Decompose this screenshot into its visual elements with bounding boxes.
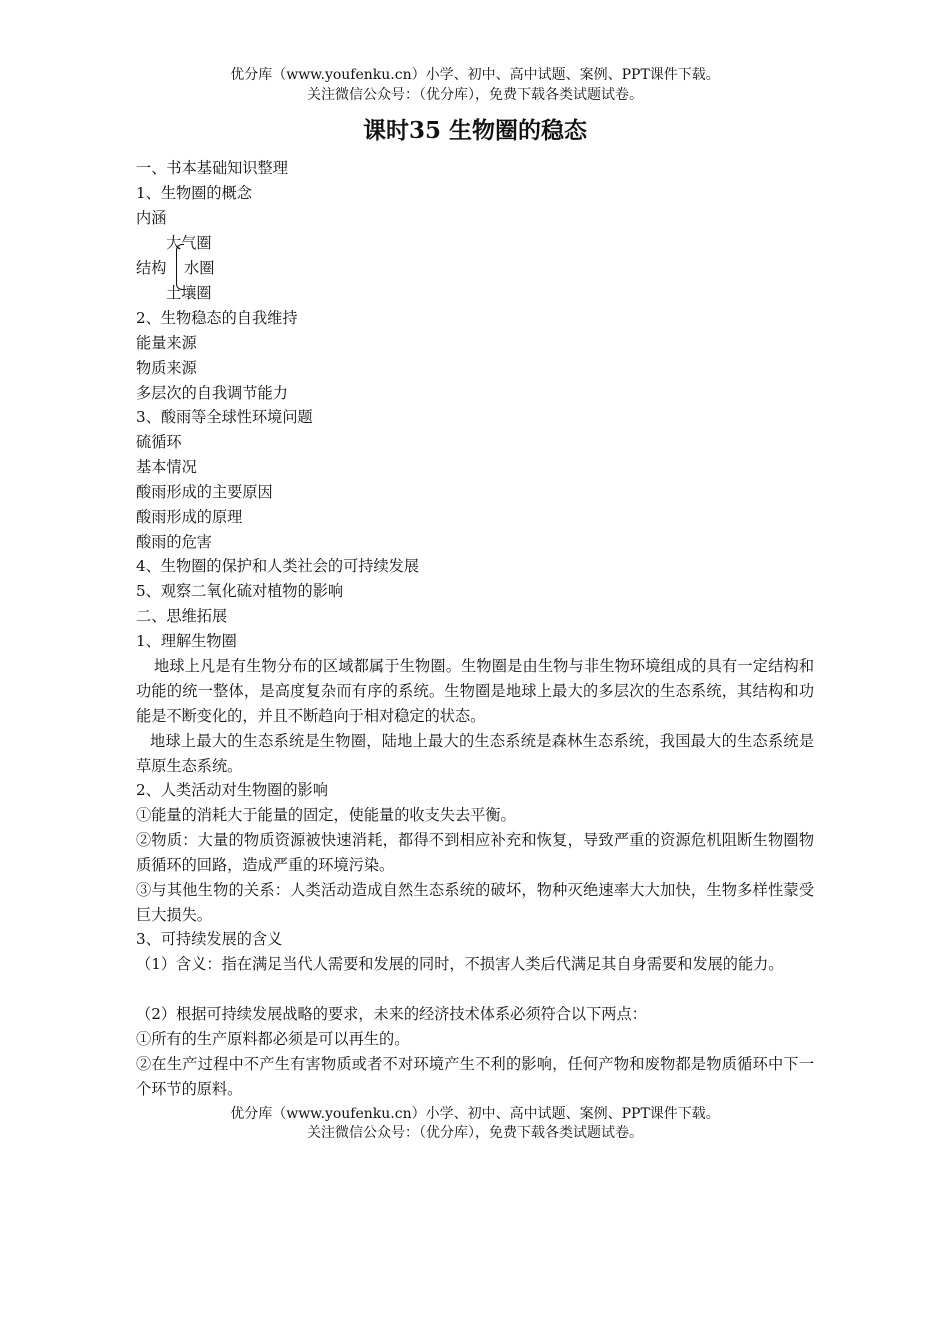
effect-3: ③与其他生物的关系：人类活动造成自然生态系统的破坏，物种灭绝速率大大加快，生物多样性蒙受巨大损失。 (136, 881, 814, 924)
definition-3: ①所有的生产原料都必须是可以再生的。 (136, 1030, 410, 1048)
outline-cause: 酸雨形成的主要原因 (136, 483, 273, 501)
outline-neihan: 内涵 (136, 209, 167, 227)
subheading-3: 3、可持续发展的含义 (136, 930, 283, 948)
outline-item-5: 5、观察二氧化硫对植物的影响 (136, 582, 344, 600)
outline-basic: 基本情况 (136, 458, 197, 476)
footer-line-1: 优分库（www.youfenku.cn）小学、初中、高中试题、案例、PPT课件下载。 (230, 1106, 720, 1122)
outline-hydrosphere: 水圈 (184, 259, 215, 277)
page-title: 课时35 生物圈的稳态 (362, 117, 587, 144)
section-heading-2: 二、思维拓展 (136, 607, 228, 625)
paragraph-2: 地球上最大的生态系统是生物圈，陆地上最大的生态系统是森林生态系统，我国最大的生态系统是草原生态系统。 (136, 732, 814, 775)
outline-matter: 物质来源 (136, 359, 197, 377)
section-heading-1: 一、书本基础知识整理 (136, 159, 288, 177)
outline-multi-level: 多层次的自我调节能力 (136, 384, 288, 402)
outline-sulfur-cycle: 硫循环 (136, 433, 182, 451)
header-line-2: 关注微信公众号：（优分库），免费下载各类试题试卷。 (307, 87, 643, 103)
outline-item-1: 1、生物圈的概念 (136, 184, 252, 202)
definition-2: （2）根据可持续发展战略的要求，未来的经济技术体系必须符合以下两点： (136, 1005, 647, 1023)
subheading-1: 1、理解生物圈 (136, 632, 237, 650)
subheading-2: 2、人类活动对生物圈的影响 (136, 781, 328, 799)
outline-item-3: 3、酸雨等全球性环境问题 (136, 408, 313, 426)
outline-item-2: 2、生物稳态的自我维持 (136, 309, 298, 327)
outline-jiegou: 结构 (136, 259, 167, 277)
outline-principle: 酸雨形成的原理 (136, 508, 243, 526)
outline-energy: 能量来源 (136, 334, 197, 352)
footer-line-2: 关注微信公众号：（优分库），免费下载各类试题试卷。 (307, 1125, 643, 1141)
outline-pedosphere: 土壤圈 (166, 284, 212, 302)
effect-1: ①能量的消耗大于能量的固定，使能量的收支失去平衡。 (136, 806, 516, 824)
definition-1: （1）含义：指在满足当代人需要和发展的同时，不损害人类后代满足其自身需要和发展的能力。 (136, 955, 784, 973)
outline-item-4: 4、生物圈的保护和人类社会的可持续发展 (136, 557, 420, 575)
effect-2: ②物质：大量的物质资源被快速消耗，都得不到相应补充和恢复，导致严重的资源危机阻断生物圈物质循环的回路，造成严重的环境污染。 (136, 831, 814, 874)
header-line-1: 优分库（www.youfenku.cn）小学、初中、高中试题、案例、PPT课件下载。 (230, 67, 720, 83)
definition-4: ②在生产过程中不产生有害物质或者不对环境产生不利的影响，任何产物和废物都是物质循环中下一个环节的原料。 (136, 1055, 814, 1098)
outline-harm: 酸雨的危害 (136, 533, 212, 551)
outline-atmosphere: 大气圈 (166, 234, 212, 252)
paragraph-1: 地球上凡是有生物分布的区域都属于生物圈。生物圈是由生物与非生物环境组成的具有一定结构和功能的统一整体，是高度复杂而有序的系统。生物圈是地球上最大的多层次的生态系统，其结构和功能是不断变化的，并且不断趋向于相对稳定的状态。 (136, 657, 814, 725)
